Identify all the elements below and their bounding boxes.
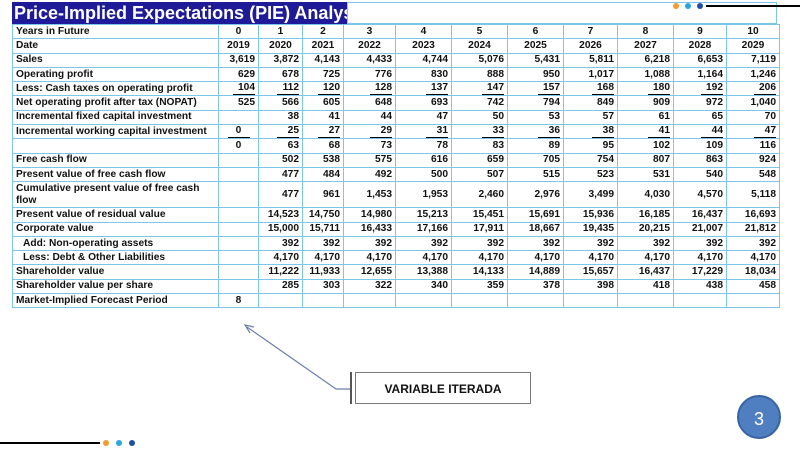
row-label: Shareholder value per share <box>13 279 219 293</box>
table-cell: 13,388 <box>396 265 452 279</box>
table-cell: 322 <box>344 279 396 293</box>
table-cell: 392 <box>508 236 564 250</box>
table-cell: 1,164 <box>674 67 727 81</box>
table-cell: 5,431 <box>508 53 564 67</box>
table-cell: 438 <box>674 279 727 293</box>
table-cell: 4,433 <box>344 53 396 67</box>
table-cell: 6 <box>508 25 564 39</box>
cell-value: 25 <box>277 125 299 138</box>
table-cell: 12,655 <box>344 265 396 279</box>
cell-value: 36 <box>538 125 560 138</box>
table-cell: 57 <box>564 110 618 124</box>
table-cell: 14,980 <box>344 208 396 222</box>
table-cell: 89 <box>508 139 564 153</box>
table-cell: 7 <box>564 25 618 39</box>
table-cell: 17,911 <box>452 222 508 236</box>
table-cell: 2028 <box>674 39 727 53</box>
table-cell: 458 <box>727 279 780 293</box>
table-cell: 398 <box>564 279 618 293</box>
table-cell: 693 <box>396 96 452 110</box>
cell-value: 168 <box>592 82 614 95</box>
table-cell: 4,170 <box>564 251 618 265</box>
table-cell: 11,933 <box>303 265 344 279</box>
table-cell: 21,812 <box>727 222 780 236</box>
table-cell: 19,435 <box>564 222 618 236</box>
table-cell: 53 <box>508 110 564 124</box>
bottom-left-dot-cyan <box>116 440 122 446</box>
table-cell: 18,667 <box>508 222 564 236</box>
table-cell: 44 <box>344 110 396 124</box>
row-label: Shareholder value <box>13 265 219 279</box>
cell-value: 112 <box>277 82 299 95</box>
cell-value: 192 <box>701 82 723 95</box>
table-cell: 1,453 <box>344 182 396 208</box>
table-cell: 2020 <box>259 39 303 53</box>
table-cell: 2019 <box>219 39 259 53</box>
table-cell: 21,007 <box>674 222 727 236</box>
table-cell: 65 <box>674 110 727 124</box>
table-cell: 392 <box>564 236 618 250</box>
table-cell: 2,976 <box>508 182 564 208</box>
table-cell: 4,170 <box>674 251 727 265</box>
row-label: Sales <box>13 53 219 67</box>
table-cell: 392 <box>727 236 780 250</box>
table-cell: 73 <box>344 139 396 153</box>
bottom-left-dot-blue <box>129 440 135 446</box>
table-cell: 102 <box>618 139 674 153</box>
cell-value: 38 <box>592 125 614 138</box>
table-cell: 531 <box>618 167 674 181</box>
table-cell: 0 <box>219 25 259 39</box>
table-cell: 392 <box>344 236 396 250</box>
table-cell: 4 <box>396 25 452 39</box>
row-label: Incremental working capital investment <box>13 125 219 139</box>
table-cell: 888 <box>452 67 508 81</box>
table-cell: 16,437 <box>674 208 727 222</box>
table-cell: 3,619 <box>219 53 259 67</box>
table-cell: 15,711 <box>303 222 344 236</box>
table-cell: 678 <box>259 67 303 81</box>
callout-accent-bar <box>350 372 352 404</box>
table-cell: 10 <box>727 25 780 39</box>
table-cell: 392 <box>452 236 508 250</box>
table-cell: 392 <box>259 236 303 250</box>
table-cell: 3 <box>344 25 396 39</box>
table-cell: 961 <box>303 182 344 208</box>
table-cell: 4,170 <box>727 251 780 265</box>
table-cell: 8 <box>219 294 259 308</box>
table-cell: 109 <box>674 139 727 153</box>
table-cell: 1,953 <box>396 182 452 208</box>
row-label: Cumulative present value of free cash flow <box>13 182 219 208</box>
table-cell: 4,170 <box>259 251 303 265</box>
table-cell: 50 <box>452 110 508 124</box>
table-cell: 2,460 <box>452 182 508 208</box>
table-cell: 2025 <box>508 39 564 53</box>
table-cell: 392 <box>303 236 344 250</box>
table-cell: 2022 <box>344 39 396 53</box>
table-cell: 70 <box>727 110 780 124</box>
table-cell: 15,000 <box>259 222 303 236</box>
cell-value: 180 <box>648 82 670 95</box>
table-cell: 484 <box>303 167 344 181</box>
cell-value: 29 <box>370 125 392 138</box>
table-cell: 5,076 <box>452 53 508 67</box>
cell-value: 206 <box>754 82 776 95</box>
table-cell: 8 <box>618 25 674 39</box>
table-cell: 15,936 <box>564 208 618 222</box>
table-cell: 2026 <box>564 39 618 53</box>
table-cell: 972 <box>674 96 727 110</box>
cell-value: 31 <box>426 125 448 138</box>
table-cell: 725 <box>303 67 344 81</box>
table-cell: 492 <box>344 167 396 181</box>
table-cell: 16,433 <box>344 222 396 236</box>
table-cell: 7,119 <box>727 53 780 67</box>
page-number-badge: 3 <box>737 395 781 439</box>
table-cell: 2029 <box>727 39 780 53</box>
row-label: Market-Implied Forecast Period <box>13 294 219 308</box>
table-cell: 794 <box>508 96 564 110</box>
table-cell: 629 <box>219 67 259 81</box>
bottom-left-decor-line <box>0 442 100 444</box>
table-cell: 540 <box>674 167 727 181</box>
table-cell: 4,570 <box>674 182 727 208</box>
table-cell: 392 <box>618 236 674 250</box>
table-cell: 477 <box>259 167 303 181</box>
table-cell: 14,523 <box>259 208 303 222</box>
table-cell: 6,653 <box>674 53 727 67</box>
row-label: Present value of residual value <box>13 208 219 222</box>
table-cell: 5 <box>452 25 508 39</box>
table-cell: 95 <box>564 139 618 153</box>
table-cell: 548 <box>727 167 780 181</box>
table-cell: 14,133 <box>452 265 508 279</box>
table-cell: 47 <box>396 110 452 124</box>
table-cell: 18,034 <box>727 265 780 279</box>
table-cell: 418 <box>618 279 674 293</box>
table-cell: 14,750 <box>303 208 344 222</box>
table-cell: 4,143 <box>303 53 344 67</box>
top-right-decor-line <box>706 5 800 7</box>
table-cell: 9 <box>674 25 727 39</box>
table-cell: 4,170 <box>618 251 674 265</box>
table-cell: 950 <box>508 67 564 81</box>
table-cell: 1,040 <box>727 96 780 110</box>
table-cell: 1,017 <box>564 67 618 81</box>
table-cell: 807 <box>618 153 674 167</box>
table-cell: 863 <box>674 153 727 167</box>
table-cell: 2021 <box>303 39 344 53</box>
table-cell: 924 <box>727 153 780 167</box>
table-cell: 359 <box>452 279 508 293</box>
table-cell: 16,185 <box>618 208 674 222</box>
table-cell: 15,451 <box>452 208 508 222</box>
table-cell: 392 <box>674 236 727 250</box>
table-cell: 17,229 <box>674 265 727 279</box>
table-cell: 4,030 <box>618 182 674 208</box>
table-cell: 1,088 <box>618 67 674 81</box>
table-cell: 2024 <box>452 39 508 53</box>
table-cell: 41 <box>303 110 344 124</box>
table-cell: 61 <box>618 110 674 124</box>
cell-value: 27 <box>318 125 340 138</box>
table-cell: 5,811 <box>564 53 618 67</box>
table-cell: 63 <box>259 139 303 153</box>
table-cell: 4,170 <box>508 251 564 265</box>
row-label: Less: Debt & Other Liabilities <box>13 251 219 265</box>
table-cell: 303 <box>303 279 344 293</box>
row-label: Present value of free cash flow <box>13 167 219 181</box>
table-cell: 2027 <box>618 39 674 53</box>
table-cell: 500 <box>396 167 452 181</box>
row-label: Less: Cash taxes on operating profit <box>13 82 219 96</box>
table-cell: 285 <box>259 279 303 293</box>
row-label: Years in Future <box>13 25 219 39</box>
table-cell: 4,170 <box>344 251 396 265</box>
table-cell: 340 <box>396 279 452 293</box>
table-cell: 4,170 <box>303 251 344 265</box>
table-cell: 5,118 <box>727 182 780 208</box>
table-cell: 83 <box>452 139 508 153</box>
table-cell: 1 <box>259 25 303 39</box>
table-cell: 538 <box>303 153 344 167</box>
table-cell: 15,213 <box>396 208 452 222</box>
row-label: Date <box>13 39 219 53</box>
row-label: Operating profit <box>13 67 219 81</box>
table-cell: 0 <box>219 139 259 153</box>
top-right-dot-blue <box>697 3 703 9</box>
cell-value: 128 <box>370 82 392 95</box>
table-cell: 17,166 <box>396 222 452 236</box>
table-cell: 392 <box>396 236 452 250</box>
table-cell: 2 <box>303 25 344 39</box>
top-right-dot-cyan <box>685 3 691 9</box>
row-label: Incremental fixed capital investment <box>13 110 219 124</box>
table-cell: 575 <box>344 153 396 167</box>
row-label: Corporate value <box>13 222 219 236</box>
table-cell: 11,222 <box>259 265 303 279</box>
cell-value: 104 <box>233 82 255 95</box>
table-cell: 16,437 <box>618 265 674 279</box>
table-cell: 3,872 <box>259 53 303 67</box>
table-cell: 705 <box>508 153 564 167</box>
cell-value: 120 <box>318 82 340 95</box>
cell-value: 47 <box>754 125 776 138</box>
table-cell: 776 <box>344 67 396 81</box>
table-cell: 830 <box>396 67 452 81</box>
table-cell: 502 <box>259 153 303 167</box>
bottom-left-dot-orange <box>103 440 109 446</box>
top-right-dot-orange <box>673 3 679 9</box>
slide-title: Price-Implied Expectations (PIE) Analysis <box>14 3 369 23</box>
table-cell: 3,499 <box>564 182 618 208</box>
table-cell: 38 <box>259 110 303 124</box>
table-cell: 4,744 <box>396 53 452 67</box>
table-cell: 1,246 <box>727 67 780 81</box>
table-cell: 20,215 <box>618 222 674 236</box>
table-cell: 14,889 <box>508 265 564 279</box>
table-cell: 648 <box>344 96 396 110</box>
table-cell: 909 <box>618 96 674 110</box>
cell-value: 157 <box>538 82 560 95</box>
row-label: Net operating profit after tax (NOPAT) <box>13 96 219 110</box>
table-cell: 78 <box>396 139 452 153</box>
table-cell: 378 <box>508 279 564 293</box>
table-cell: 15,657 <box>564 265 618 279</box>
cell-value: 41 <box>648 125 670 138</box>
table-cell: 116 <box>727 139 780 153</box>
table-cell: 523 <box>564 167 618 181</box>
cell-value: 137 <box>426 82 448 95</box>
variable-iterada-callout: VARIABLE ITERADA <box>355 372 531 404</box>
table-cell: 16,693 <box>727 208 780 222</box>
cell-value: 147 <box>482 82 504 95</box>
table-cell: 2023 <box>396 39 452 53</box>
table-cell: 605 <box>303 96 344 110</box>
table-cell: 515 <box>508 167 564 181</box>
table-cell: 566 <box>259 96 303 110</box>
row-label: Free cash flow <box>13 153 219 167</box>
table-cell: 68 <box>303 139 344 153</box>
table-cell: 616 <box>396 153 452 167</box>
table-cell: 659 <box>452 153 508 167</box>
cell-value: 33 <box>482 125 504 138</box>
table-cell: 6,218 <box>618 53 674 67</box>
table-cell: 525 <box>219 96 259 110</box>
table-cell: 742 <box>452 96 508 110</box>
table-cell: 507 <box>452 167 508 181</box>
cell-value: 0 <box>228 125 250 138</box>
table-cell: 4,170 <box>452 251 508 265</box>
table-cell: 477 <box>259 182 303 208</box>
table-cell: 849 <box>564 96 618 110</box>
table-cell: 754 <box>564 153 618 167</box>
table-cell: 4,170 <box>396 251 452 265</box>
cell-value: 44 <box>701 125 723 138</box>
table-cell: 15,691 <box>508 208 564 222</box>
row-label: Add: Non-operating assets <box>13 236 219 250</box>
